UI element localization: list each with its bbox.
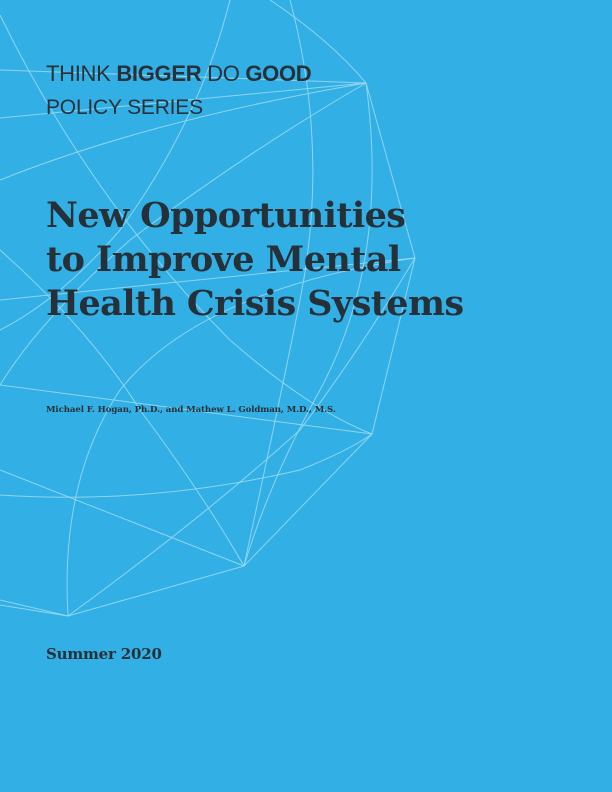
title-line-3: Health Crisis Systems xyxy=(46,283,464,324)
title-line-1: New Opportunities xyxy=(46,195,406,236)
tagline-think: THINK xyxy=(46,61,111,86)
tagline-bigger: BIGGER xyxy=(116,61,202,86)
report-title xyxy=(46,194,566,326)
tagline-do: DO xyxy=(207,61,240,86)
publication-date: Summer 2020 xyxy=(46,645,162,663)
title-line-2: to Improve Mental xyxy=(46,239,401,280)
series-tagline xyxy=(46,60,311,88)
series-header xyxy=(46,60,311,122)
policy-series-label: POLICY SERIES xyxy=(46,96,203,119)
tagline-good: GOOD xyxy=(245,61,312,86)
authors: Michael F. Hogan, Ph.D., and Mathew L. Goldman, M.D., M.S. xyxy=(46,405,336,415)
